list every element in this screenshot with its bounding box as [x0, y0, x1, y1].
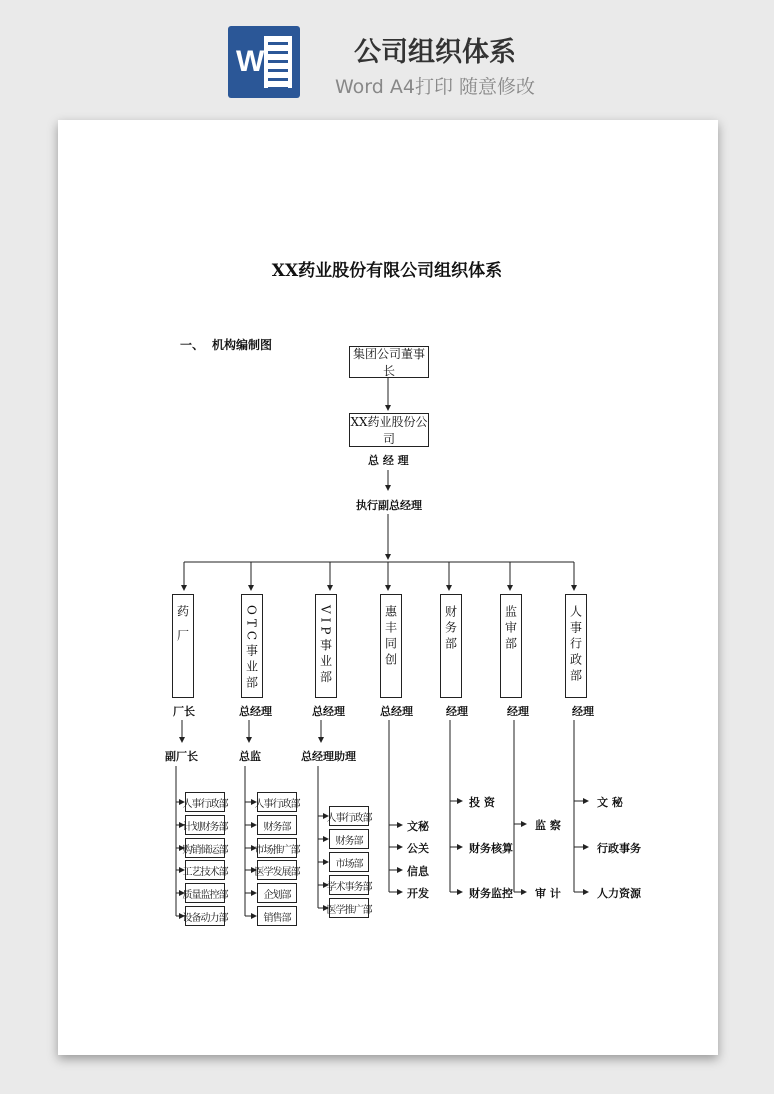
- unit-label: 信息: [407, 865, 429, 878]
- unit-box: 医学发展部: [257, 860, 297, 880]
- unit-label: 监 察: [535, 819, 561, 832]
- unit-box: 计划财务部: [185, 815, 225, 835]
- unit-box: 学术事务部: [329, 875, 369, 895]
- gm-label: 总 经 理: [368, 454, 409, 467]
- page-title: 公司组织体系: [354, 37, 516, 68]
- unit-label: 人力资源: [597, 887, 641, 900]
- sub-head-label: 副厂长: [165, 750, 198, 763]
- unit-label: 公关: [407, 842, 429, 855]
- head-label: 总经理: [380, 705, 413, 718]
- head-label: 总经理: [239, 705, 272, 718]
- dept-box-otc: OTC事业部: [241, 594, 263, 698]
- unit-label: 财务核算: [469, 842, 513, 855]
- dept-box-finance: 财务部: [440, 594, 462, 698]
- unit-box: 企划部: [257, 883, 297, 903]
- unit-box: 质量监控部: [185, 883, 225, 903]
- unit-box: 医学推广部: [329, 898, 369, 918]
- unit-box: 人事行政部: [329, 806, 369, 826]
- unit-label: 文 秘: [597, 796, 623, 809]
- unit-label: 开发: [407, 887, 429, 900]
- dept-box-vip: VIP事业部: [315, 594, 337, 698]
- head-label: 经理: [446, 705, 468, 718]
- dept-box-audit: 监审部: [500, 594, 522, 698]
- head-label: 厂长: [173, 705, 195, 718]
- chairman-box: 集团公司董事长: [349, 346, 429, 378]
- head-label: 经理: [572, 705, 594, 718]
- unit-box: 市场部: [329, 852, 369, 872]
- section-number: 一、: [180, 338, 205, 352]
- unit-box: 工艺技术部: [185, 860, 225, 880]
- unit-label: 行政事务: [597, 842, 641, 855]
- document-title: XX药业股份有限公司组织体系: [271, 261, 503, 281]
- page-subtitle: Word A4打印 随意修改: [334, 76, 535, 98]
- section-title: 机构编制图: [212, 338, 273, 352]
- unit-box: 购销储运部: [185, 838, 225, 858]
- unit-label: 审 计: [535, 887, 561, 900]
- unit-box: 销售部: [257, 906, 297, 926]
- unit-box: 财务部: [329, 829, 369, 849]
- unit-label: 投 资: [469, 796, 495, 809]
- dept-box-huifeng: 惠丰同创: [380, 594, 402, 698]
- word-icon-letter: W: [236, 45, 265, 78]
- sub-head-label: 总经理助理: [301, 750, 356, 763]
- unit-box: 人事行政部: [185, 792, 225, 812]
- unit-box: 人事行政部: [257, 792, 297, 812]
- company-box: XX药业股份公司: [350, 415, 428, 446]
- unit-box: 市场推广部: [257, 838, 297, 858]
- unit-label: 财务监控: [469, 887, 513, 900]
- head-label: 总经理: [312, 705, 345, 718]
- sub-head-label: 总监: [239, 750, 261, 763]
- unit-box: 设备动力部: [185, 906, 225, 926]
- dept-box-pharma-factory: 药 厂: [172, 594, 194, 698]
- unit-label: 文秘: [407, 820, 429, 833]
- exec-vgm-label: 执行副总经理: [356, 499, 422, 512]
- head-label: 经理: [507, 705, 529, 718]
- unit-box: 财务部: [257, 815, 297, 835]
- dept-box-hr-admin: 人事行政部: [565, 594, 587, 698]
